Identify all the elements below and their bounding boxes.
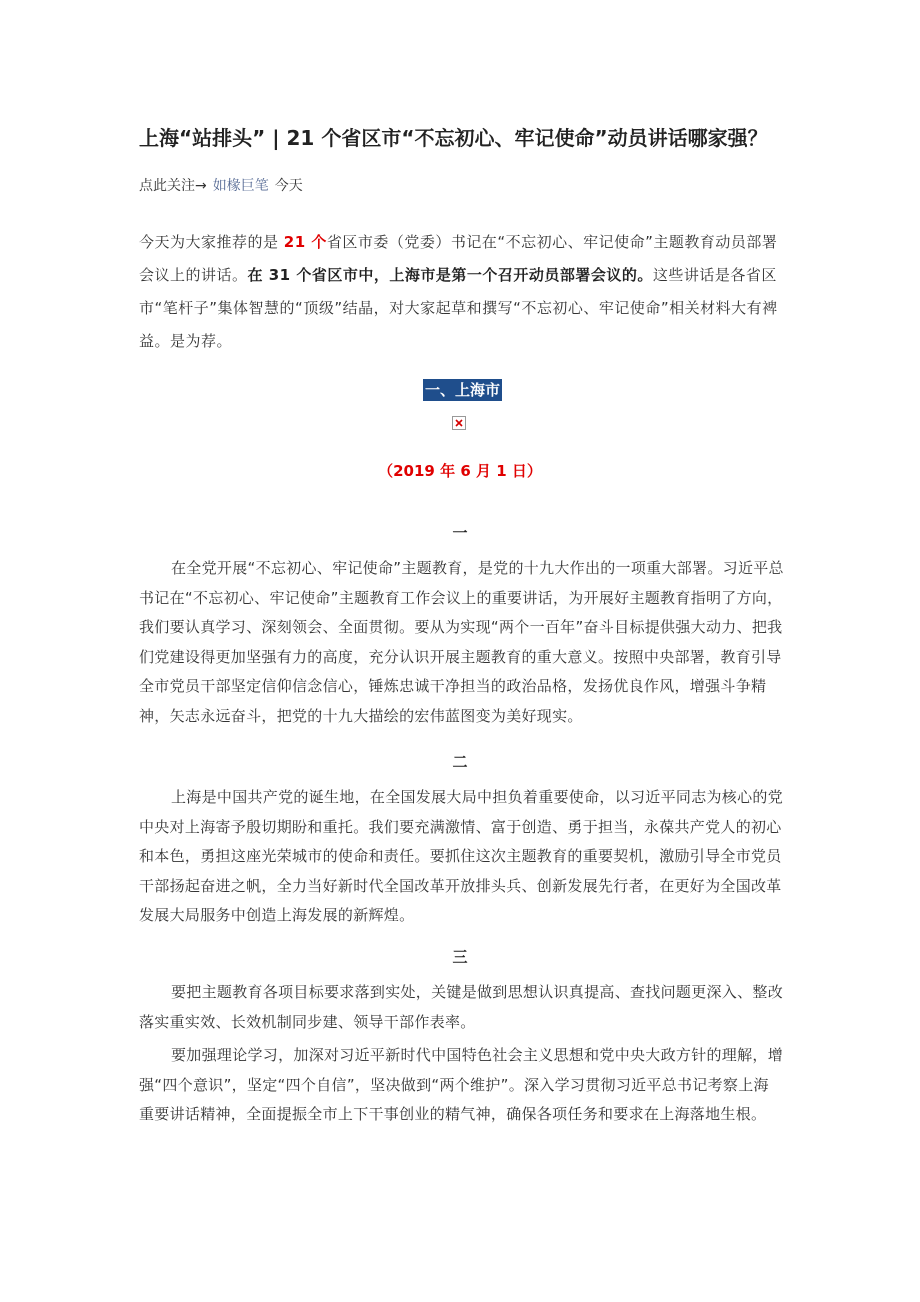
publish-date: 今天 [274, 178, 303, 194]
body-paragraph-2: 上海是中国共产党的诞生地，在全国发展大局中担负着重要使命，以习近平同志为核心的党中央对上海寄予殷切期盼和重托。我们要充满激情、富于创造、勇于担当，永葆共产党人的初心和本色，勇担这座光荣城市的使命和责任。要抓住这次主题教育的重要契机，激励引导全市党员干部扬起奋进之帆，全力当好新时代全国改革开放排头兵、创新发展先行者，在更好为全国改革发展大局服务中创造上海发展的新辉煌。 [139, 788, 784, 924]
body-paragraph-4: 要加强理论学习，加深对习近平新时代中国特色社会主义思想和党中央大政方针的理解，增强“四个意识”，坚定“四个自信”，坚决做到“两个维护”。深入学习贯彻习近平总书记考察上海重要讲话精神，全面提振全市上下干事创业的精气神，确保各项任务和要求在上海落地生根。 [139, 1046, 784, 1123]
intro-paragraph [139, 226, 784, 358]
body-paragraph-1: 在全党开展“不忘初心、牢记使命”主题教育，是党的十九大作出的一项重大部署。习近平总书记在“不忘初心、牢记使命”主题教育工作会议上的重要讲话，为开展好主题教育指明了方向，我们要认真学习、深刻领会、全面贯彻。要从为实现“两个一百年”奋斗目标提供强大动力、把我们党建设得更加坚强有力的高度，充分认识开展主题教育的重大意义。按照中央部署，教育引导全市党员干部坚定信仰信念信心，锤炼忠诚干净担当的政治品格，发扬优良作风，增强斗争精神，矢志永远奋斗，把党的十九大描绘的宏伟蓝图变为美好现实。 [139, 559, 784, 725]
body-paragraph-3: 要把主题教育各项目标要求落到实处，关键是做到思想认识真提高、查找问题更深入、整改落实重实效、长效机制同步建、领导干部作表率。 [139, 983, 784, 1031]
article-meta [139, 176, 303, 196]
broken-image-icon [452, 416, 466, 430]
part-heading-1: 一 [452, 524, 468, 542]
article-title: 上海“站排头” | 21 个省区市“不忘初心、牢记使命”动员讲话哪家强？ [139, 126, 768, 150]
intro-bold-text: 在 31 个省区市中，上海市是第一个召开动员部署会议的。 [247, 266, 653, 284]
part-heading-2: 二 [452, 753, 468, 771]
author-link[interactable]: 如椽巨笔 [212, 178, 269, 194]
follow-prompt: 点此关注→ [139, 178, 207, 194]
intro-highlight-count: 21 个 [283, 233, 327, 251]
intro-text-2: 省区市委（党委）书记在“不忘初心、牢记使命”主题教育动员部署会议上的讲话。 [139, 233, 778, 284]
section-label: 一、上海市 [425, 381, 501, 399]
part-heading-3: 三 [452, 948, 468, 966]
close-icon [455, 419, 463, 427]
intro-text-1: 今天为大家推荐的是 [139, 233, 284, 251]
intro-text-3: 这些讲话是各省区市“笔杆子”集体智慧的“顶级”结晶，对大家起草和撰写“不忘初心、牢记使命”相关材料大有裨益。是为荐。 [139, 266, 778, 350]
section-date: （2019 年 6 月 1 日） [378, 462, 542, 480]
